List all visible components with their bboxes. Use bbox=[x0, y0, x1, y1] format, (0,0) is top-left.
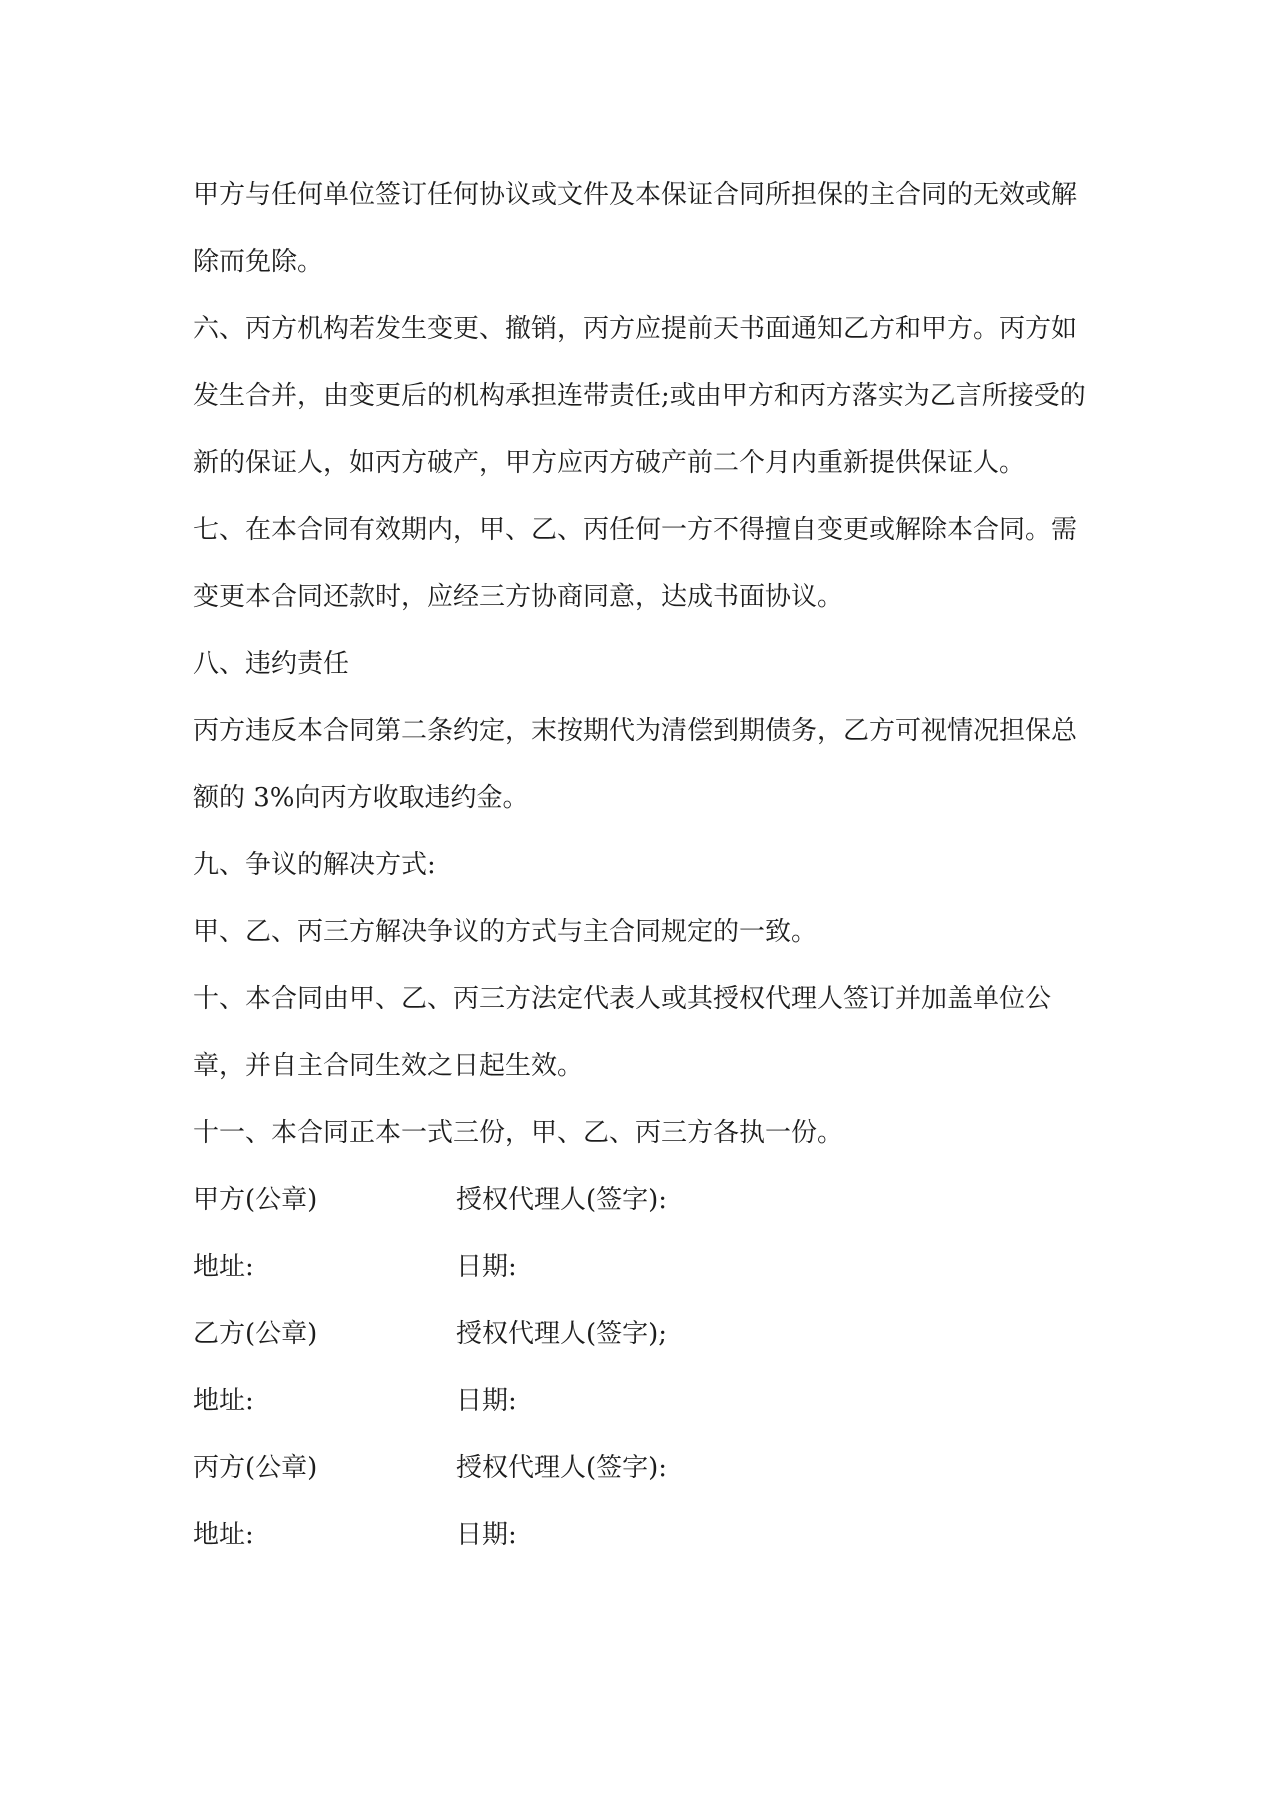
signature-row-party-c bbox=[193, 1435, 1098, 1502]
signature-block bbox=[193, 1167, 1098, 1569]
party-b-address-label: 地址: bbox=[193, 1386, 254, 1416]
party-c-agent-signature-label: 授权代理人(签字): bbox=[456, 1453, 668, 1483]
clause-ten: 十、本合同由甲、乙、丙三方法定代表人或其授权代理人签订并加盖单位公章，并自主合同生效之日起生效。 bbox=[193, 984, 1052, 1081]
clause-nine-heading: 九、争议的解决方式: bbox=[193, 850, 436, 880]
party-a-agent-signature-label: 授权代理人(签字): bbox=[456, 1185, 668, 1215]
signature-row-party-b-address bbox=[193, 1368, 1098, 1435]
clause-paragraph: 甲方与任何单位签订任何协议或文件及本保证合同所担保的主合同的无效或解除而免除。 bbox=[193, 180, 1078, 277]
document-body bbox=[193, 162, 1098, 1569]
party-a-address-label: 地址: bbox=[193, 1252, 254, 1282]
party-b-agent-signature-label: 授权代理人(签字); bbox=[456, 1319, 668, 1349]
party-b-seal-label: 乙方(公章) bbox=[193, 1319, 318, 1349]
party-a-date-label: 日期: bbox=[456, 1252, 517, 1282]
signature-row-party-a-address bbox=[193, 1234, 1098, 1301]
signature-row-party-a bbox=[193, 1167, 1098, 1234]
party-b-date-label: 日期: bbox=[456, 1386, 517, 1416]
party-c-address-label: 地址: bbox=[193, 1520, 254, 1550]
signature-row-party-c-address bbox=[193, 1502, 1098, 1569]
clause-eleven: 十一、本合同正本一式三份，甲、乙、丙三方各执一份。 bbox=[193, 1118, 844, 1148]
party-a-seal-label: 甲方(公章) bbox=[193, 1185, 318, 1215]
clause-six: 六、丙方机构若发生变更、撤销，丙方应提前天书面通知乙方和甲方。丙方如发生合并，由变更后的机构承担连带责任;或由甲方和丙方落实为乙言所接受的新的保证人，如丙方破产，甲方应丙方破产前二个月内重新提供保证人。 bbox=[193, 314, 1086, 478]
party-c-seal-label: 丙方(公章) bbox=[193, 1453, 318, 1483]
party-c-date-label: 日期: bbox=[456, 1520, 517, 1550]
clause-nine-text: 甲、乙、丙三方解决争议的方式与主合同规定的一致。 bbox=[193, 917, 818, 947]
clause-eight-heading: 八、违约责任 bbox=[193, 649, 350, 679]
clause-seven: 七、在本合同有效期内，甲、乙、丙任何一方不得擅自变更或解除本合同。需变更本合同还款时，应经三方协商同意，达成书面协议。 bbox=[193, 515, 1078, 612]
clause-eight-text: 丙方违反本合同第二条约定，末按期代为清偿到期债务，乙方可视情况担保总额的 3%向丙方收取违约金。 bbox=[193, 716, 1078, 813]
signature-row-party-b bbox=[193, 1301, 1098, 1368]
